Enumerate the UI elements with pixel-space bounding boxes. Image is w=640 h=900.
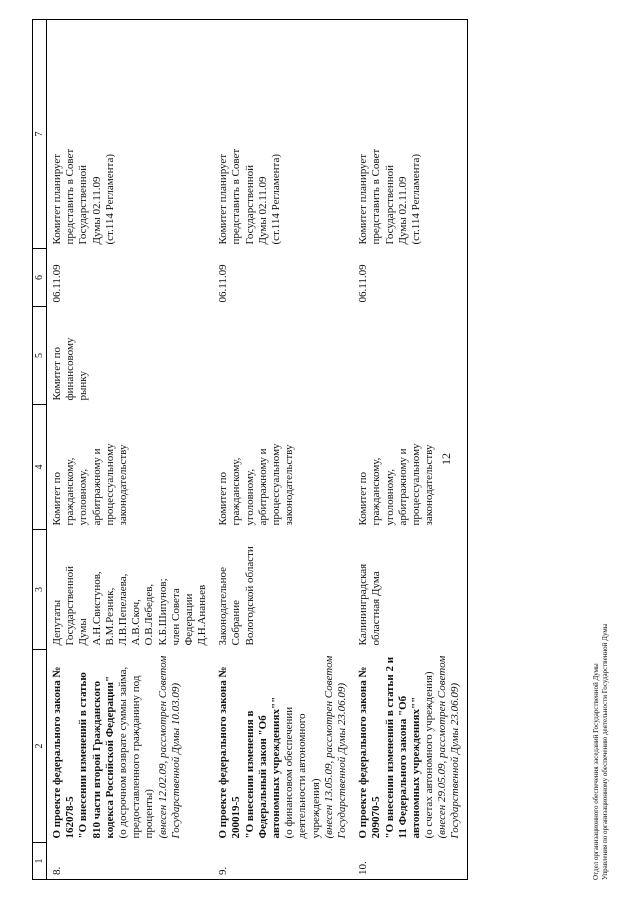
bills-table (32, 19, 468, 880)
co-committee-cell (213, 307, 353, 405)
committee-line: гражданскому, (230, 457, 243, 526)
plan-line: Думы 02.11.09 (90, 176, 103, 245)
plan-line: Государственной (243, 164, 256, 245)
column-number: 4 (33, 405, 47, 530)
plan-line: представить в Совет (370, 148, 383, 245)
project-cell (213, 650, 353, 843)
initiator-line: К.Б.Шипунов; (156, 578, 169, 646)
project-description: "О внесении изменений в статью 810 части второй Гражданского кодекса Российской Федерации" (77, 672, 116, 839)
initiator-cell (47, 530, 214, 650)
initiator-line: В.М.Резник, (103, 587, 116, 646)
committee-line: уголовному, (77, 468, 90, 526)
committee-line: арбитражному и (90, 448, 103, 526)
table-row (213, 20, 353, 880)
date-cell: 06.11.09 (353, 249, 467, 307)
column-number: 1 (33, 843, 47, 880)
project-dates: (внесен 12.02.09, рассмотрен Советом Государственной Думы 10.03.09) (156, 655, 182, 839)
project-title: О проекте федерального закона № 209070-5 (357, 666, 383, 839)
committee-line: арбитражному и (256, 448, 269, 526)
co-committee-cell (47, 307, 214, 405)
plan-line: Думы 02.11.09 (396, 176, 409, 245)
project-cell (353, 650, 467, 843)
project-cell (47, 650, 214, 843)
initiator-line: Л.В.Пепелаева, (116, 573, 129, 646)
plan-line: Государственной (383, 164, 396, 245)
project-dates: (внесен 13.05.09, рассмотрен Советом Государственной Думы 23.06.09) (322, 655, 348, 839)
date-cell: 06.11.09 (217, 264, 230, 303)
initiator-line: Д.Н.Ананьев (196, 584, 209, 646)
committee-line: законодательству (423, 444, 436, 526)
committee-line: Комитет по (357, 471, 370, 526)
committee-line: гражданскому, (370, 457, 383, 526)
plan-line: представить в Совет (230, 148, 243, 245)
committee-line: Комитет по (217, 471, 230, 526)
plan-line: Комитет планирует (51, 153, 63, 245)
committee-line: гражданскому, (64, 457, 77, 526)
co-committee-cell (353, 307, 467, 405)
plan-cell (213, 20, 353, 249)
date-cell: 06.11.09 (51, 264, 63, 303)
initiator-line: Вологодской области (243, 546, 256, 646)
row-number: 10. (353, 843, 467, 880)
committee-line: законодательству (283, 444, 296, 526)
plan-line: Комитет планирует (217, 153, 230, 245)
initiator-line: Федерации (182, 593, 195, 646)
initiator-line: Депутаты (51, 599, 63, 646)
column-numbers-row (33, 20, 47, 880)
committee-cell (213, 405, 353, 530)
committee-line: процессуальному (270, 443, 282, 526)
project-description: "О внесении изменений в статьи 2 и 11 Федерального закона "Об автономных учреждениях"" (383, 656, 422, 839)
initiator-cell (213, 530, 353, 650)
footer-line: Отдел организационного обеспечения заседаний Государственной Думы (592, 663, 600, 880)
initiator-line: Собрание (230, 600, 243, 646)
column-number: 2 (33, 650, 47, 843)
column-number: 7 (33, 20, 47, 249)
committee-line: законодательству (116, 444, 129, 526)
table-row (47, 20, 214, 880)
initiator-line: А.В.Скоч, (130, 599, 143, 646)
committee-cell (47, 405, 214, 530)
project-title: О проекте федерального закона № 162078-5 (51, 666, 77, 839)
co-committee-line: рынку (77, 371, 90, 401)
row-number: 9. (213, 843, 353, 880)
column-number: 5 (33, 307, 47, 405)
initiator-line: Законодательное (217, 566, 230, 646)
initiator-line: Калининградская (357, 563, 370, 646)
committee-line: процессуальному (103, 443, 116, 526)
initiator-line: А.Н.Свистунов, (90, 571, 103, 646)
project-note: (о досрочном возврате суммы займа, предоставленного гражданину под проценты) (116, 666, 156, 839)
committee-cell (353, 405, 467, 530)
project-note: (о финансовом обеспечении деятельности автономного учреждения) (283, 706, 322, 839)
initiator-cell (353, 530, 467, 650)
plan-line: Государственной (77, 164, 90, 245)
initiator-line: Государственной (64, 565, 77, 646)
plan-line: (ст.114 Регламента) (103, 153, 116, 245)
project-note: (о счетах автономного учреждения) (423, 671, 436, 839)
column-number: 6 (33, 249, 47, 307)
plan-cell (47, 20, 214, 249)
row-number: 8. (47, 843, 214, 880)
initiator-line: О.В.Лебедев, (143, 583, 156, 646)
committee-line: арбитражному и (396, 448, 409, 526)
plan-line: Думы 02.11.09 (256, 176, 269, 245)
project-title: О проекте федерального закона № 200019-5 (217, 666, 243, 839)
plan-line: представить в Совет (64, 148, 77, 245)
project-dates: (внесен 29.05.09, рассмотрен Советом Государственной Думы 23.06.09) (436, 655, 462, 839)
committee-line: уголовному, (243, 468, 256, 526)
co-committee-line: Комитет по (51, 346, 63, 401)
footer-line: Управления по организационному обеспечению деятельности Государственной Думы (600, 623, 609, 880)
plan-cell (353, 20, 467, 249)
committee-line: уголовному, (383, 468, 396, 526)
footer (592, 624, 610, 880)
committee-line: процессуальному (409, 443, 422, 526)
co-committee-line: финансовому (64, 337, 77, 401)
page-number: 12 (439, 453, 453, 465)
initiator-line: член Совета (169, 588, 182, 646)
plan-line: Комитет планирует (357, 153, 370, 245)
committee-line: Комитет по (51, 471, 63, 526)
initiator-line: областная Дума (370, 571, 383, 646)
plan-line: (ст.114 Регламента) (409, 153, 422, 245)
plan-line: (ст.114 Регламента) (270, 153, 282, 245)
project-description: "О внесении изменения в Федеральный закон "Об автономных учреждениях"" (243, 696, 282, 839)
initiator-line: Думы (77, 618, 90, 646)
table-row (353, 20, 467, 880)
column-number: 3 (33, 530, 47, 650)
